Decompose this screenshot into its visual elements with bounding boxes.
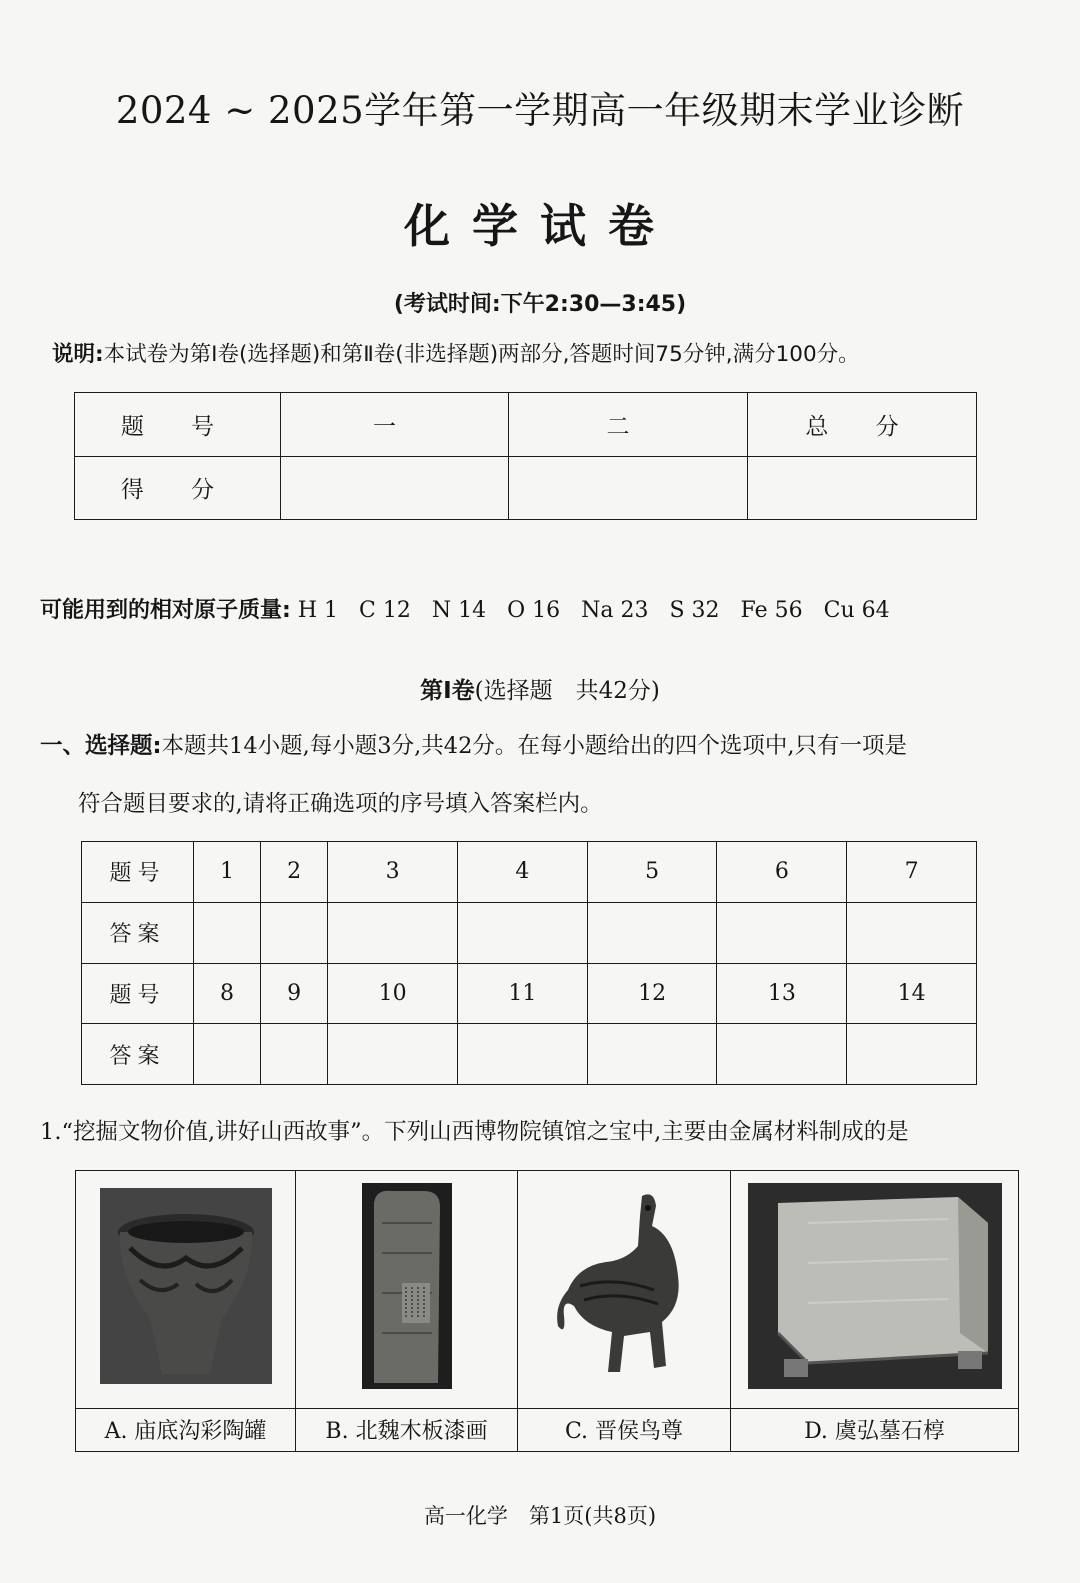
score-cell[interactable] (281, 456, 509, 520)
answer-cell[interactable] (328, 1024, 458, 1085)
atomic-mass-label: 可能用到的相对原子质量: (40, 598, 291, 623)
option-b-label[interactable]: B. 北魏木板漆画 (296, 1408, 518, 1451)
atomic-mass-value: H 1 (297, 598, 338, 623)
stone-sarcophagus-image (748, 1183, 1002, 1389)
atomic-mass-line (40, 593, 904, 624)
answer-cell[interactable] (328, 902, 458, 963)
question-1-text: 1.“挖掘文物价值,讲好山西故事”。下列山西博物院镇馆之宝中,主要由金属材料制成的是 (40, 1119, 909, 1145)
question-number: 2 (261, 842, 328, 903)
description-text: 本试卷为第Ⅰ卷(选择题)和第Ⅱ卷(非选择题)两部分,答题时间75分钟,满分100分。 (103, 342, 860, 367)
score-header-cell: 题 号 (75, 393, 281, 457)
question-number: 14 (847, 963, 977, 1024)
answer-cell[interactable] (457, 1024, 587, 1085)
question-number: 10 (328, 963, 458, 1024)
lacquer-wood-panel-image (362, 1183, 452, 1389)
answer-cell[interactable] (587, 1024, 717, 1085)
bird-shaped-bronze-zun-image (554, 1186, 694, 1386)
score-header-cell: 一 (281, 393, 509, 457)
score-row-label: 得 分 (75, 456, 281, 520)
section1-line1: 本题共14小题,每小题3分,共42分。在每小题给出的四个选项中,只有一项是 (161, 733, 908, 759)
question-number: 4 (457, 842, 587, 903)
answer-cell[interactable] (457, 902, 587, 963)
atomic-mass-value: Na 23 (581, 598, 649, 623)
part1-subtitle: (选择题 共42分) (474, 678, 660, 704)
score-cell[interactable] (748, 456, 977, 520)
question-number: 6 (717, 842, 847, 903)
answer-cell[interactable] (717, 1024, 847, 1085)
question-number: 3 (328, 842, 458, 903)
exam-description (52, 337, 860, 368)
option-a-label[interactable]: A. 庙底沟彩陶罐 (76, 1408, 296, 1451)
atomic-mass-value: N 14 (431, 598, 487, 623)
option-d-image-cell (731, 1171, 1019, 1409)
option-a-image-cell (76, 1171, 296, 1409)
exam-time: (考试时间:下午2:30—3:45) (393, 292, 687, 317)
atomic-mass-value: O 16 (507, 598, 561, 623)
atomic-mass-value: Fe 56 (740, 598, 803, 623)
question-number: 8 (194, 963, 261, 1024)
option-d-label[interactable]: D. 虞弘墓石椁 (731, 1408, 1019, 1451)
answer-cell[interactable] (847, 1024, 977, 1085)
part1-heading (0, 672, 1080, 705)
question-number: 11 (457, 963, 587, 1024)
question-number: 1 (194, 842, 261, 903)
answer-table-answer-label: 答案 (82, 1024, 194, 1085)
part1-title: 第Ⅰ卷 (420, 678, 475, 704)
answer-cell[interactable] (194, 1024, 261, 1085)
description-label: 说明: (52, 342, 104, 367)
atomic-mass-value: C 12 (359, 598, 411, 623)
answer-cell[interactable] (717, 902, 847, 963)
option-c-label[interactable]: C. 晋侯鸟尊 (518, 1408, 731, 1451)
painted-pottery-jar-image (100, 1188, 272, 1384)
answer-cell[interactable] (261, 902, 328, 963)
atomic-mass-value: S 32 (669, 598, 720, 623)
page-footer: 高一化学 第1页(共8页) (423, 1504, 657, 1528)
exam-title: 2024 ~ 2025学年第一学期高一年级期末学业诊断 (115, 89, 965, 132)
answer-cell[interactable] (261, 1024, 328, 1085)
option-b-image-cell (296, 1171, 518, 1409)
subject-title: 化学试卷 (404, 199, 676, 253)
answer-cell[interactable] (587, 902, 717, 963)
score-header-cell: 总 分 (748, 393, 977, 457)
question-number: 5 (587, 842, 717, 903)
question-1-options-table (75, 1170, 1019, 1452)
answer-table-question-label: 题号 (82, 963, 194, 1024)
question-number: 13 (717, 963, 847, 1024)
section1-line2: 符合题目要求的,请将正确选项的序号填入答案栏内。 (78, 791, 603, 817)
score-header-cell: 二 (509, 393, 748, 457)
question-number: 7 (847, 842, 977, 903)
answer-cell[interactable] (847, 902, 977, 963)
score-cell[interactable] (509, 456, 748, 520)
question-number: 9 (261, 963, 328, 1024)
answer-table (81, 841, 977, 1085)
section1-instruction (40, 728, 907, 760)
answer-table-answer-label: 答案 (82, 902, 194, 963)
question-number: 12 (587, 963, 717, 1024)
score-table (74, 392, 977, 520)
atomic-mass-value: Cu 64 (823, 598, 890, 623)
option-c-image-cell (518, 1171, 731, 1409)
answer-table-question-label: 题号 (82, 842, 194, 903)
answer-cell[interactable] (194, 902, 261, 963)
section1-label: 一、选择题: (40, 733, 162, 759)
